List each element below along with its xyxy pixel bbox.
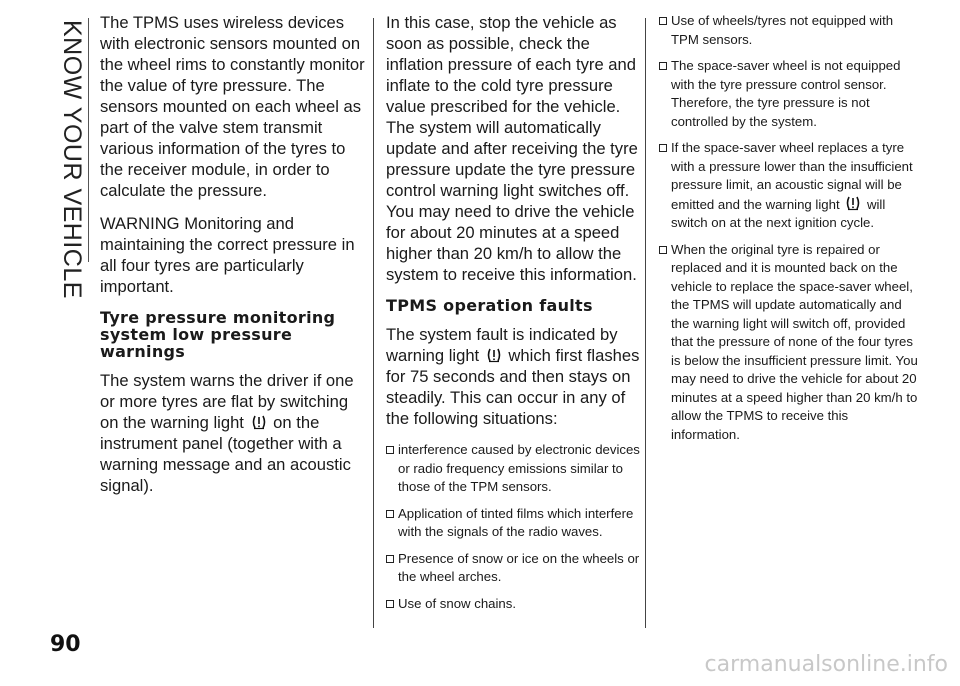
checkbox-bullet-icon [386,600,394,608]
sidebar-divider [88,18,89,262]
list-item: Application of tinted films which interfere with the signals of the radio waves. [386,505,644,542]
tyre-pressure-warning-icon [251,414,267,430]
watermark: carmanualsonline.info [704,652,948,677]
column-2 [386,12,644,621]
tyre-pressure-warning-icon [486,347,502,363]
checkbox-bullet-icon [659,62,667,70]
list-item: When the original tyre is repaired or replaced and it is mounted back on the vehicle to replace the space-saver wheel, the TPMS will update automatically and the warning light will switch off, provided that the pressure of none of the four tyres is below the insufficient pressure limit. You may need to drive the vehicle for about 20 minutes at a speed higher than 20 km/h to allow the TPMS to receive this information. [659,241,919,445]
checkbox-bullet-icon [659,144,667,152]
list-item: The space-saver wheel is not equipped with the tyre pressure control sensor. Therefore, the tyre pressure is not controlled by the system. [659,57,919,131]
checkbox-bullet-icon [659,17,667,25]
fault-list-continued [659,12,919,444]
checkbox-bullet-icon [386,510,394,518]
section-heading: Tyre pressure monitoring system low pressure warnings [100,308,336,361]
list-item: Use of wheels/tyres not equipped with TPM sensors. [659,12,919,49]
checkbox-bullet-icon [659,246,667,254]
paragraph: The TPMS uses wireless devices with electronic sensors mounted on the wheel rims to constantly monitor the value of tyre pressure. The sensors mounted on each wheel as part of the valve stem transmit various information of the tyres to the receiver module, in order to calculate the pressure. [100,13,365,200]
list-item: interference caused by electronic devices or radio frequency emissions similar to those of the TPM sensors. [386,441,644,497]
fault-list [386,441,644,613]
paragraph: The system fault is indicated by warning light which first flashes for 75 seconds and then stays on steadily. This can occur in any of the following situations: [386,325,640,428]
list-item: Use of snow chains. [386,595,644,614]
column-divider [373,18,374,628]
warning-paragraph: WARNING Monitoring and maintaining the correct pressure in all four tyres are particularly important. [100,214,355,296]
list-item: If the space-saver wheel replaces a tyre with a pressure lower than the insufficient pressure limit, an acoustic signal will be emitted and the warning light will switch on at the next ignition cycle. [659,139,919,233]
column-3 [659,12,919,452]
sidebar [0,0,86,686]
paragraph: The system warns the driver if one or more tyres are flat by switching on the warning light on the instrument panel (together with a warning message and an acoustic signal). [100,371,354,495]
column-1 [100,12,368,508]
list-item: Presence of snow or ice on the wheels or the wheel arches. [386,550,644,587]
page-number: 90 [50,632,81,657]
tyre-pressure-warning-icon [845,195,861,211]
paragraph: In this case, stop the vehicle as soon as possible, check the inflation pressure of each tyre and inflate to the cold tyre pressure value prescribed for the vehicle. The system will automatically update and after receiving the tyre pressure update the tyre pressure control warning light switches off. You may need to drive the vehicle for about 20 minutes at a speed higher than 20 km/h to allow the system to receive this information. [386,13,638,284]
section-title: KNOW YOUR VEHICLE [58,20,86,299]
column-divider [645,18,646,628]
checkbox-bullet-icon [386,555,394,563]
checkbox-bullet-icon [386,446,394,454]
section-heading: TPMS operation faults [386,296,593,315]
